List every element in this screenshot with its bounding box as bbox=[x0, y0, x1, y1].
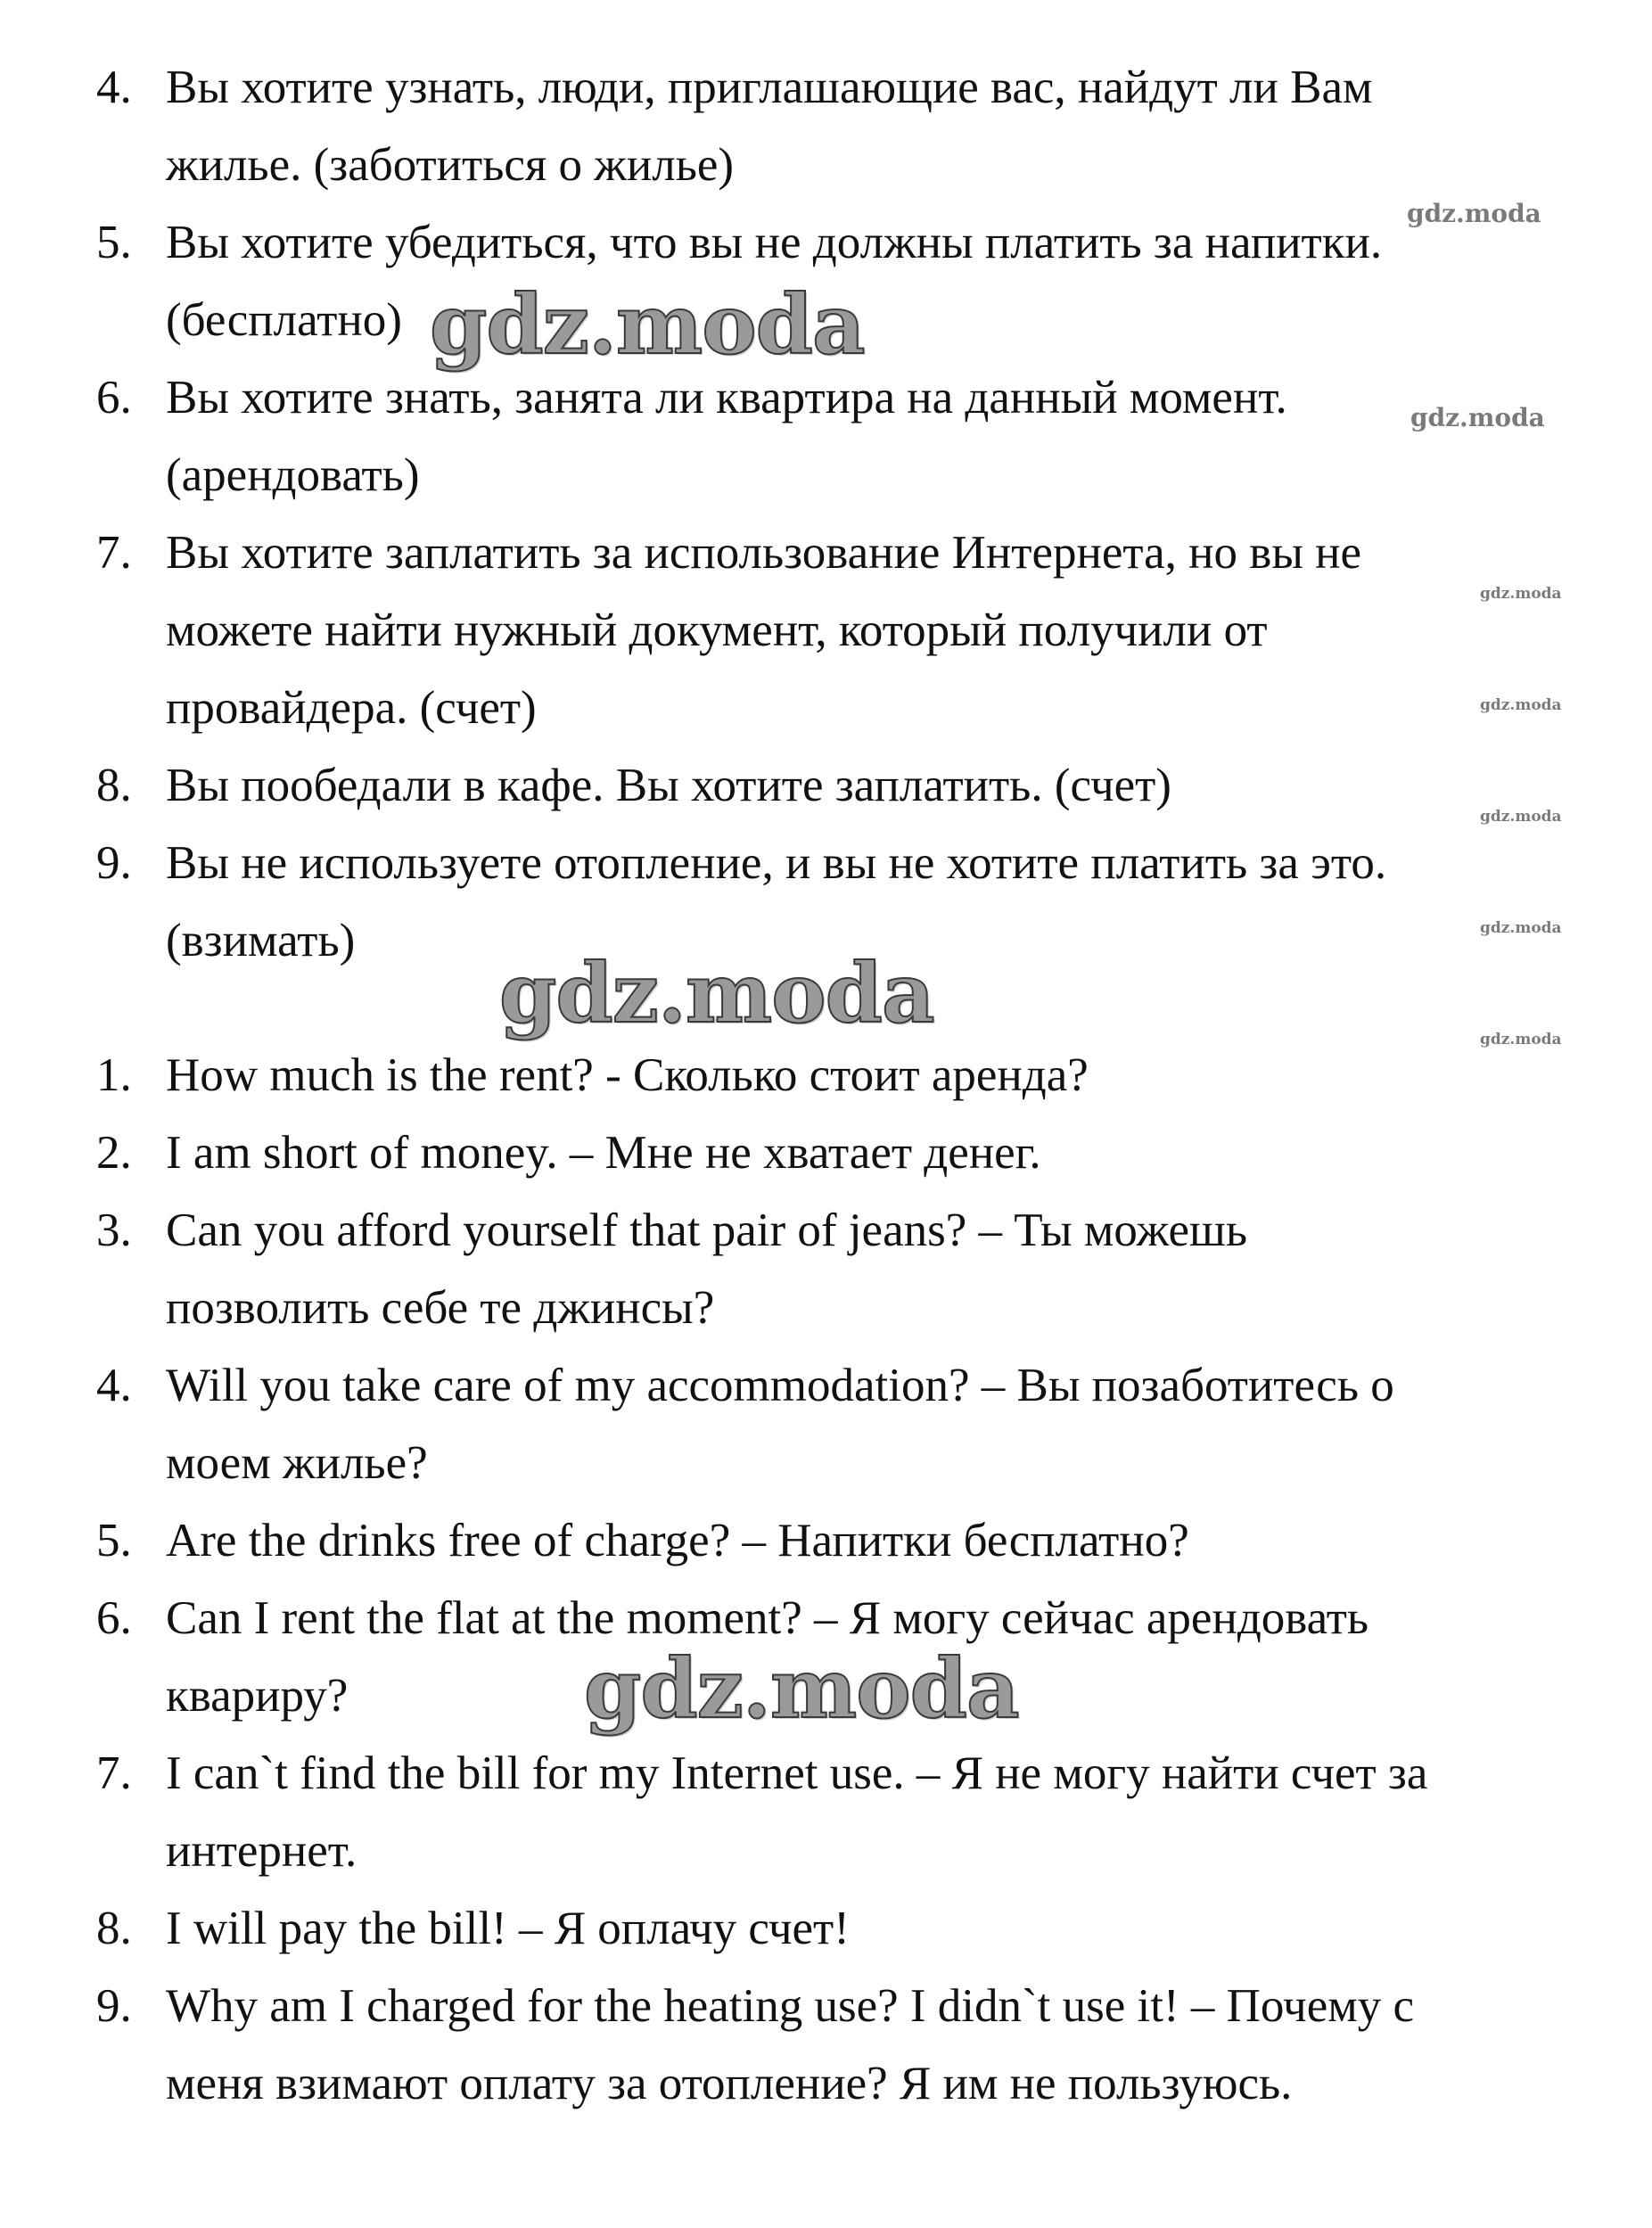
item-number: 6. bbox=[96, 1592, 132, 1644]
list-item bbox=[96, 359, 1576, 514]
list-item bbox=[96, 1192, 1576, 1347]
item-number: 6. bbox=[96, 372, 132, 423]
item-number: 1. bbox=[96, 1049, 132, 1101]
list-item bbox=[96, 1114, 1576, 1192]
list-item bbox=[96, 1968, 1576, 2123]
item-text-line: Вы пообедали в кафе. Вы хотите заплатить. (счет) bbox=[166, 760, 1171, 811]
watermark-small: gdz.moda bbox=[1410, 403, 1545, 432]
list-item bbox=[96, 747, 1576, 825]
item-text-line: (бесплатно) bbox=[166, 294, 402, 346]
list-item bbox=[96, 1037, 1576, 1114]
item-number: 5. bbox=[96, 217, 132, 268]
item-number: 2. bbox=[96, 1127, 132, 1179]
item-text-line: Вы хотите заплатить за использование Интернета, но вы не bbox=[166, 527, 1362, 579]
watermark-small: gdz.moda bbox=[1480, 919, 1562, 937]
item-text-line: позволить себе те джинсы? bbox=[166, 1282, 715, 1334]
item-text-line: можете найти нужный документ, который получили от bbox=[166, 604, 1268, 656]
item-text-line: жилье. (заботиться о жилье) bbox=[166, 139, 735, 191]
watermark-small: gdz.moda bbox=[1480, 696, 1562, 714]
answers-list bbox=[96, 1037, 1576, 2123]
watermark-logo: gdz.moda bbox=[584, 1640, 1019, 1737]
item-number: 3. bbox=[96, 1204, 132, 1256]
item-text-line: How much is the rent? - Сколько стоит аренда? bbox=[166, 1049, 1089, 1101]
list-item bbox=[96, 1347, 1576, 1502]
item-number: 5. bbox=[96, 1515, 132, 1566]
item-text-line: провайдера. (счет) bbox=[166, 682, 537, 734]
item-text-line: I will pay the bill! – Я оплачу счет! bbox=[166, 1903, 850, 1954]
item-text-line: Вы хотите узнать, люди, приглашающие вас, найдут ли Вам bbox=[166, 62, 1373, 113]
list-item bbox=[96, 1502, 1576, 1580]
item-number: 9. bbox=[96, 837, 132, 889]
list-item bbox=[96, 514, 1576, 747]
item-text-line: интернет. bbox=[166, 1825, 358, 1877]
item-text-line: Are the drinks free of charge? – Напитки бесплатно? bbox=[166, 1515, 1189, 1566]
item-text-line: I can`t find the bill for my Internet use. – Я не могу найти счет за bbox=[166, 1747, 1428, 1799]
item-number: 8. bbox=[96, 1903, 132, 1954]
item-text-line: Вы хотите убедиться, что вы не должны платить за напитки. bbox=[166, 217, 1383, 268]
item-text-line: Вы хотите знать, занята ли квартира на данный момент. bbox=[166, 372, 1287, 423]
item-number: 8. bbox=[96, 760, 132, 811]
item-text-line: (арендовать) bbox=[166, 449, 420, 501]
item-number: 4. bbox=[96, 1360, 132, 1411]
item-text-line: I am short of money. – Мне не хватает денег. bbox=[166, 1127, 1041, 1179]
item-text-line: Why am I charged for the heating use? I didn`t use it! – Почему с bbox=[166, 1980, 1415, 2032]
list-item bbox=[96, 1890, 1576, 1968]
list-item bbox=[96, 49, 1576, 204]
list-item bbox=[96, 1735, 1576, 1890]
item-number: 9. bbox=[96, 1980, 132, 2032]
watermark-small: gdz.moda bbox=[1480, 1031, 1562, 1048]
watermark-logo: gdz.moda bbox=[499, 945, 934, 1041]
watermark-small: gdz.moda bbox=[1480, 808, 1562, 826]
item-text-line: (взимать) bbox=[166, 915, 356, 966]
watermark-small: gdz.moda bbox=[1480, 585, 1562, 603]
item-text-line: Can I rent the flat at the moment? – Я могу сейчас арендовать bbox=[166, 1592, 1369, 1644]
watermark-logo: gdz.moda bbox=[430, 276, 865, 373]
item-text-line: квариру? bbox=[166, 1670, 349, 1722]
item-text-line: Will you take care of my accommodation? – Вы позаботитесь о bbox=[166, 1360, 1394, 1411]
item-number: 7. bbox=[96, 1747, 132, 1799]
item-text-line: Вы не используете отопление, и вы не хотите платить за это. bbox=[166, 837, 1387, 889]
item-text-line: моем жилье? bbox=[166, 1437, 428, 1489]
item-text-line: меня взимают оплату за отопление? Я им не пользуюсь. bbox=[166, 2058, 1293, 2109]
item-number: 7. bbox=[96, 527, 132, 579]
situations-list bbox=[96, 49, 1576, 980]
item-number: 4. bbox=[96, 62, 132, 113]
watermark-small: gdz.moda bbox=[1407, 199, 1541, 228]
item-text-line: Can you afford yourself that pair of jeans? – Ты можешь bbox=[166, 1204, 1247, 1256]
